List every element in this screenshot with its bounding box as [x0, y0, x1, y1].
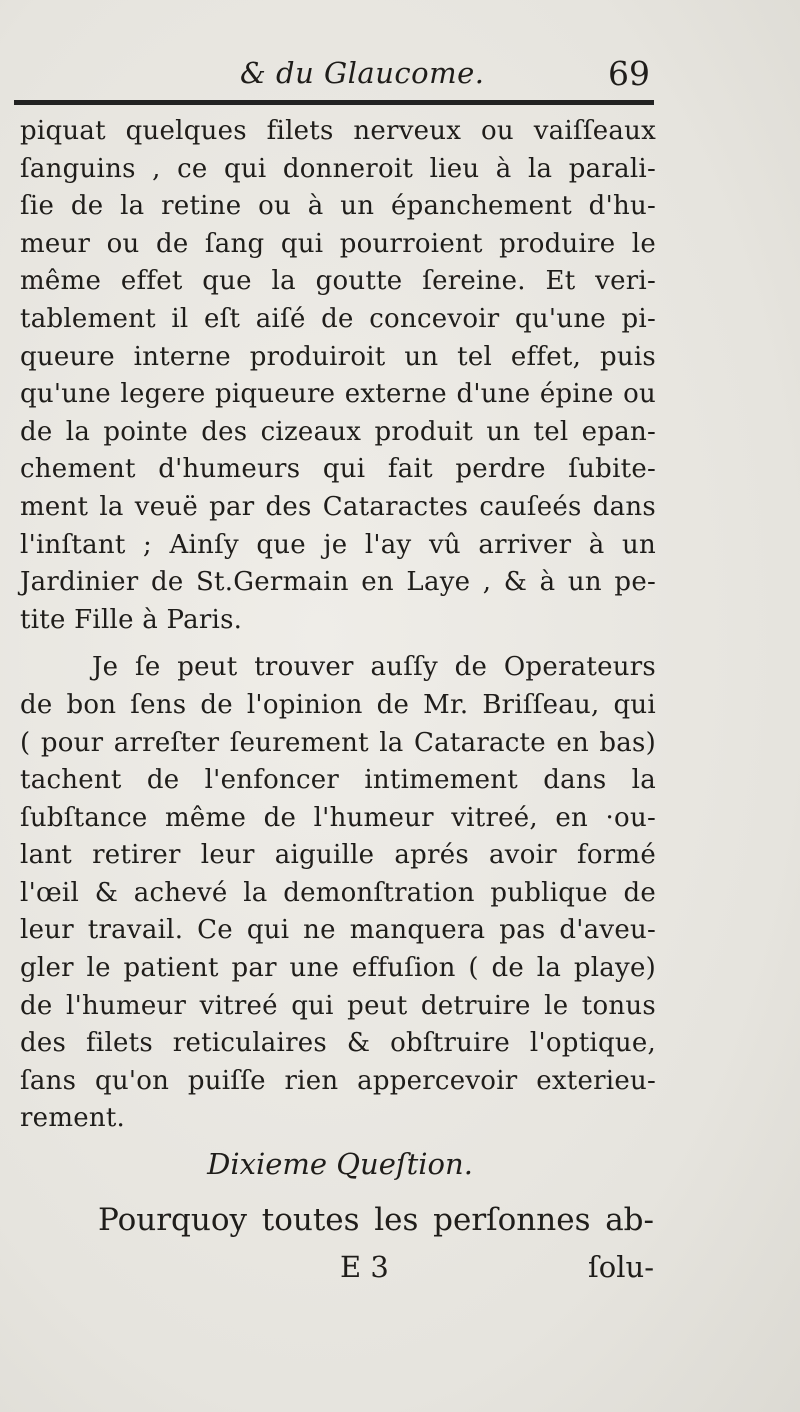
text-line: l'œil & achevé la demonſtration publique de	[20, 877, 656, 908]
text-line: ſans qu'on puiſſe rien appercevoir exterieu-	[20, 1065, 656, 1096]
text-line: gler le patient par une effuſion ( de la playe)	[20, 953, 656, 984]
text-line: leur travail. Ce qui ne manquera pas d'aveu-	[20, 915, 656, 946]
page-number: 69	[608, 54, 650, 93]
text-line: l'inſtant ; Ainſy que je l'ay vû arriver à un	[20, 529, 656, 560]
section-heading: Dixieme Queſtion.	[207, 1147, 473, 1181]
text-line: ſanguins , ce qui donneroit lieu à la parali-	[20, 153, 656, 184]
text-line: même effet que la goutte ſereine. Et veri-	[20, 266, 656, 297]
page-header	[18, 52, 654, 96]
header-rule	[14, 100, 654, 105]
text-line: queure interne produiroit un tel effet, puis	[20, 341, 656, 372]
text-line: ſie de la retine ou à un épanchement d'hu-	[20, 191, 656, 222]
text-line: Je ſe peut trouver auſſy de Operateurs	[92, 652, 656, 683]
catchword: ſolu-	[588, 1250, 654, 1284]
text-line: tite Fille à Paris.	[20, 604, 243, 635]
text-line: tablement il eſt aiſé de concevoir qu'une pi-	[20, 303, 656, 334]
text-line: qu'une legere piqueure externe d'une épine ou	[20, 379, 656, 410]
text-line: rement.	[20, 1103, 126, 1134]
text-line: chement d'humeurs qui fait perdre ſubite-	[20, 454, 656, 485]
final-line: Pourquoy toutes les perſonnes ab-	[98, 1202, 654, 1238]
paragraph-gap	[20, 639, 656, 649]
text-line: ment la veuë par des Cataractes cauſeés dans	[20, 491, 656, 522]
body-text	[20, 113, 656, 1138]
text-line: de bon ſens de l'opinion de Mr. Briſſeau, qui	[20, 689, 656, 720]
text-line: meur ou de ſang qui pourroient produire le	[20, 228, 656, 259]
paragraph-2	[20, 649, 656, 1138]
paragraph-1	[20, 113, 656, 639]
text-line: des filets reticulaires & obſtruire l'optique,	[20, 1028, 656, 1059]
text-line: de la pointe des cizeaux produit un tel epan-	[20, 416, 656, 447]
text-line: lant retirer leur aiguille aprés avoir formé	[20, 840, 656, 871]
text-line: ſubſtance même de l'humeur vitreé, en ·ou-	[20, 802, 656, 833]
text-line: ( pour arreſter ſeurement la Cataracte en bas)	[20, 727, 656, 758]
signature-mark: E 3	[340, 1250, 389, 1284]
running-head: & du Glaucome.	[240, 56, 485, 90]
text-line: Jardinier de St.Germain en Laye , & à un pe-	[20, 567, 656, 598]
text-line: de l'humeur vitreé qui peut detruire le tonus	[20, 990, 656, 1021]
text-line: piquat quelques filets nerveux ou vaiſſeaux	[20, 116, 656, 146]
text-line: tachent de l'enfoncer intimement dans la	[20, 765, 656, 796]
